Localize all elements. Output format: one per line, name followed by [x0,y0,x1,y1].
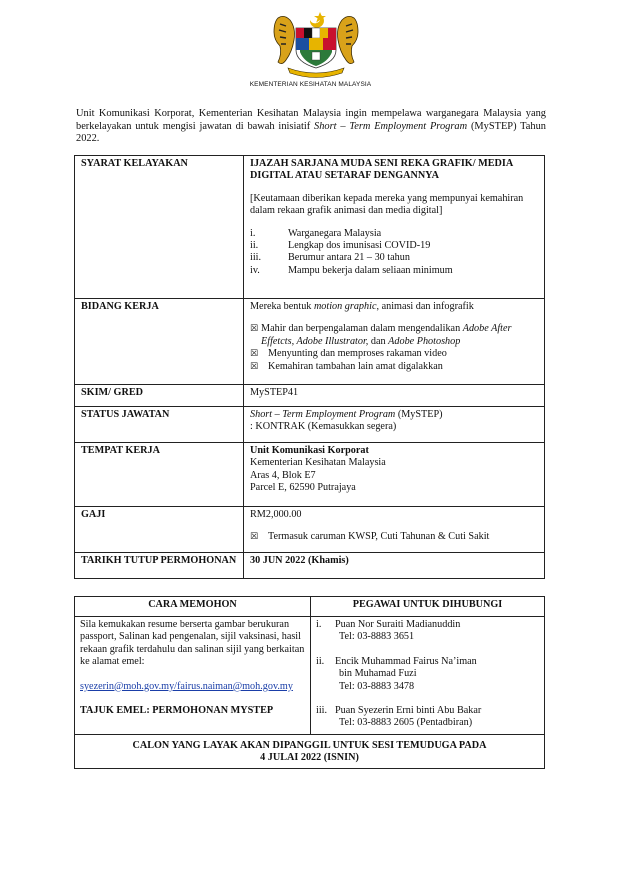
list-item: iii. Puan Syezerin Erni binti Abu Bakar Tel: 03-8883 2605 (Pentadbiran) [316,705,482,729]
list-item: ii. Lengkap dos imunisasi COVID-19 [250,240,431,252]
row-bidang [75,299,545,385]
email-link[interactable]: syezerin@moh.gov.my/fairus.naiman@moh.gov.my [80,680,293,692]
intro-text-2: (MySTEP) Tahun 2022. [76,120,547,145]
cara-body: Sila kemukakan resume berserta gambar berukuran passport, Salinan kad pengenalan, sijil vaksinasi, hasil rekaan grafik terdahulu dan salinan sijil yang berkaitan ke alamat emel: syezerin@moh.gov.my/fairus.naiman@moh.gov.my TAJUK EMEL: PERMOHONAN MYSTEP [75,617,311,735]
row-skim [75,385,545,407]
intro-paragraph [76,108,546,146]
cara-header: CARA MEMOHON [75,597,311,617]
syarat-list [250,228,538,278]
list-item: ☒ Kemahiran tambahan lain amat digalakkan [250,360,443,372]
label-status: STATUS JAWATAN [75,407,244,443]
pegawai-header: PEGAWAI UNTUK DIHUBUNGI [311,597,545,617]
value-tarikh: 30 JUN 2022 (Khamis) [244,553,545,579]
checkbox-icon: ☒ [250,349,259,360]
row-tempat [75,443,545,507]
ministry-name: KEMENTERIAN KESIHATAN MALAYSIA [249,81,372,88]
list-item: i. Warganegara Malaysia [250,227,382,239]
job-details-table [74,155,545,579]
value-skim: MySTEP41 [244,385,545,407]
value-status: Short – Term Employment Program (MySTEP) : KONTRAK (Kemasukkan segera) [244,407,545,443]
list-item: ii. Encik Muhammad Fairus Na’iman bin Muhamad Fuzi Tel: 03-8883 3478 [316,655,477,692]
label-tarikh: TARIKH TUTUP PERMOHONAN [75,553,244,579]
label-tempat: TEMPAT KERJA [75,443,244,507]
checkbox-icon: ☒ [250,361,259,372]
value-bidang [244,299,545,385]
list-item: ☒ Termasuk caruman KWSP, Cuti Tahunan & Cuti Sakit [250,531,490,543]
list-item: iii. Berumur antara 21 – 30 tahun [250,252,410,264]
contact-list [311,617,545,735]
list-item: i. Puan Nor Suraiti Madianuddin Tel: 03-8883 3651 [316,619,461,643]
checkbox-icon: ☒ [250,324,259,335]
row-gaji [75,507,545,553]
row-status [75,407,545,443]
row-syarat [75,156,545,299]
syarat-note: [Keutamaan diberikan kepada mereka yang mempunyai kemahiran dalam rekaan grafik animasi dan media digital] [250,192,524,217]
value-gaji: RM2,000.00 ☒ Termasuk caruman KWSP, Cuti Tahunan & Cuti Sakit [244,507,545,553]
value-syarat [244,156,545,299]
list-item: ☒ Menyunting dan memproses rakaman video [250,348,447,360]
syarat-title: IJAZAH SARJANA MUDA SENI REKA GRAFIK/ MEDIA DIGITAL ATAU SETARAF DENGANNYA [250,158,513,182]
intro-text-1: Unit Komunikasi Korporat, Kementerian Kesihatan Malaysia ingin mempelawa warganegara Malaysia yang berkelayakan untuk mengisi jawatan di bawah inisiatif [76,108,546,132]
label-skim: SKIM/ GRED [75,385,244,407]
row-tarikh [75,553,545,579]
label-syarat: SYARAT KELAYAKAN [75,156,244,299]
list-item: iv. Mampu bekerja dalam seliaan minimum [250,264,453,276]
list-item: ☒ Mahir dan berpengalaman dalam mengendalikan Adobe After Effetcts, Adobe Illustrator, dan Adobe Photoshop [250,323,512,347]
email-subject: TAJUK EMEL: PERMOHONAN MYSTEP [80,705,274,717]
intro-program-name: Short – Term Employment Program [314,120,468,132]
checkbox-icon: ☒ [250,532,259,543]
interview-notice: CALON YANG LAYAK AKAN DIPANGGIL UNTUK SESI TEMUDUGA PADA 4 JULAI 2022 (ISNIN) [75,735,545,769]
coat-of-arms-crest [270,10,362,80]
value-tempat: Unit Komunikasi Korporat Kementerian Kesihatan Malaysia Aras 4, Blok E7 Parcel E, 62590 Putrajaya [244,443,545,507]
application-table [74,596,545,769]
label-gaji: GAJI [75,507,244,553]
bidang-skills [250,323,538,373]
bidang-intro: Mereka bentuk motion graphic, animasi dan infografik [250,301,474,312]
label-bidang: BIDANG KERJA [75,299,244,385]
